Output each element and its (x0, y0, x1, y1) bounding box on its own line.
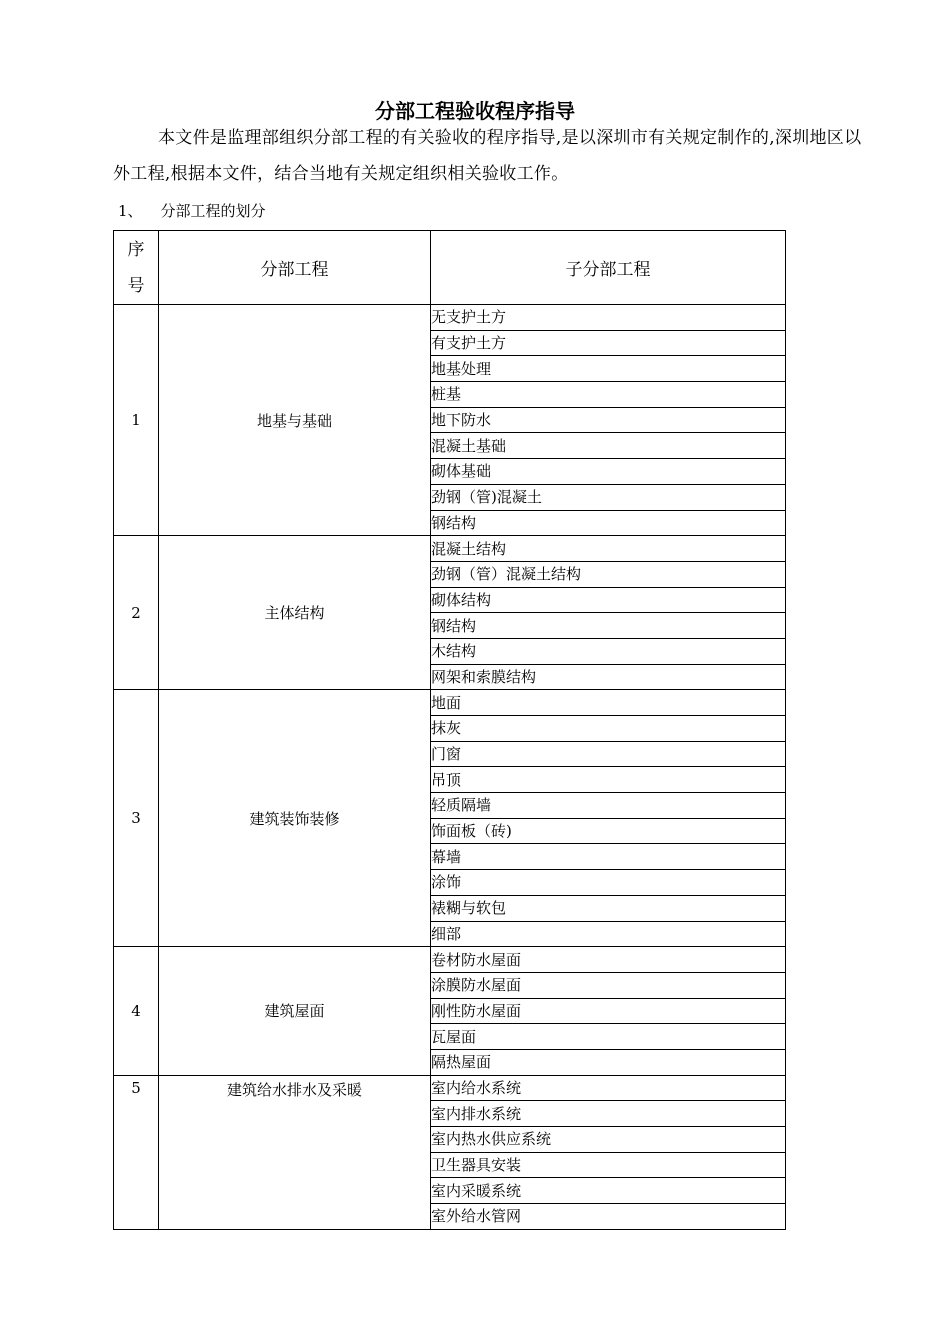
section-number: 1、 (118, 202, 143, 220)
subdivision-item: 混凝土基础 (431, 433, 786, 459)
table-row (114, 536, 786, 562)
table-header-row (114, 231, 786, 305)
division-name: 建筑屋面 (159, 947, 431, 1075)
subdivision-item: 桩基 (431, 382, 786, 408)
subdivision-item: 瓦屋面 (431, 1024, 786, 1050)
subdivision-item: 室内采暖系统 (431, 1178, 786, 1204)
subdivision-item: 饰面板（砖) (431, 818, 786, 844)
table-row (114, 305, 786, 331)
header-subdivision: 子分部工程 (431, 231, 786, 305)
division-name: 建筑给水排水及采暖 (159, 1075, 431, 1229)
subdivision-item: 吊顶 (431, 767, 786, 793)
section-title: 分部工程的划分 (160, 202, 266, 220)
subdivision-item: 卷材防水屋面 (431, 947, 786, 973)
table-row (114, 1075, 786, 1101)
division-name: 主体结构 (159, 536, 431, 690)
subdivision-item: 裱糊与软包 (431, 895, 786, 921)
row-seq: 1 (114, 305, 159, 536)
subdivision-item: 室内热水供应系统 (431, 1127, 786, 1153)
subdivision-item: 幕墙 (431, 844, 786, 870)
header-seq: 序 号 (114, 231, 159, 305)
subdivision-item: 卫生器具安装 (431, 1152, 786, 1178)
subdivision-item: 细部 (431, 921, 786, 947)
intro-paragraph: 本文件是监理部组织分部工程的有关验收的程序指导,是以深圳市有关规定制作的,深圳地区以外工程,根据本文件，结合当地有关规定组织相关验收工作。 (113, 128, 862, 184)
subdivision-item: 钢结构 (431, 613, 786, 639)
row-seq: 2 (114, 536, 159, 690)
subdivision-item: 砌体结构 (431, 587, 786, 613)
subdivision-item: 有支护土方 (431, 330, 786, 356)
subdivision-item: 劲钢（管）混凝土结构 (431, 561, 786, 587)
subdivision-item: 抹灰 (431, 716, 786, 742)
subdivision-item: 隔热屋面 (431, 1049, 786, 1075)
table-body (114, 305, 786, 1230)
subdivision-item: 无支护土方 (431, 305, 786, 331)
row-seq: 4 (114, 947, 159, 1075)
subdivision-item: 轻质隔墙 (431, 793, 786, 819)
page-title: 分部工程验收程序指导 (375, 99, 575, 123)
subdivision-item: 网架和索膜结构 (431, 664, 786, 690)
subdivision-item: 室外给水管网 (431, 1204, 786, 1230)
table-row (114, 947, 786, 973)
subdivision-item: 地面 (431, 690, 786, 716)
subdivision-item: 地下防水 (431, 407, 786, 433)
subdivision-item: 混凝土结构 (431, 536, 786, 562)
row-seq: 3 (114, 690, 159, 947)
division-name: 地基与基础 (159, 305, 431, 536)
subdivision-item: 砌体基础 (431, 459, 786, 485)
subdivision-item: 涂膜防水屋面 (431, 972, 786, 998)
subdivision-item: 门窗 (431, 741, 786, 767)
row-seq: 5 (114, 1075, 159, 1229)
table-row (114, 690, 786, 716)
subdivision-item: 室内排水系统 (431, 1101, 786, 1127)
division-name: 建筑装饰装修 (159, 690, 431, 947)
subdivision-item: 刚性防水屋面 (431, 998, 786, 1024)
subdivision-item: 室内给水系统 (431, 1075, 786, 1101)
subdivision-item: 木结构 (431, 638, 786, 664)
subdivision-item: 劲钢（管)混凝土 (431, 484, 786, 510)
header-division: 分部工程 (159, 231, 431, 305)
subdivision-item: 地基处理 (431, 356, 786, 382)
section-heading (118, 199, 266, 223)
subdivision-item: 涂饰 (431, 870, 786, 896)
division-table (113, 230, 786, 1230)
subdivision-item: 钢结构 (431, 510, 786, 536)
